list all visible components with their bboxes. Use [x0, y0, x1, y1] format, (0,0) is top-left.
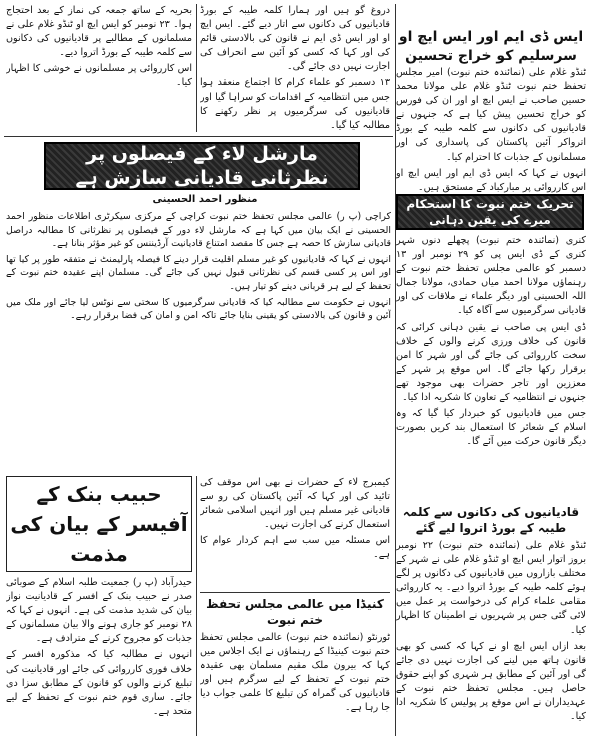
section-divider: [200, 592, 390, 593]
middle-subsection: [200, 596, 390, 736]
paragraph: اس کارروائی پر مسلمانوں نے خوشی کا اظہار کیا۔: [6, 63, 192, 89]
paragraph: اس مسئلہ میں سب سے اہم کردار عوام کا ہے۔: [200, 535, 390, 561]
right-column-bottom: [396, 504, 586, 736]
feature-continuation: [200, 476, 390, 563]
right-article-body: [396, 66, 586, 195]
paragraph: ڈی ایس پی صاحب نے یقین دہانی کرائی کہ قانون کی خلاف ورزی کرنے والوں کے خلاف سخت کارروائی کی جائے گی اور شہر کا امن برقرار رکھا جائے گا۔ اس موقع پر شہر کے معززین اور تاجر حضرات بھی موجود تھے جنہوں نے انتظامیہ کے تعاون کا شکریہ ادا کیا۔: [396, 321, 586, 404]
paragraph: ٹنڈو غلام علی (نمائندہ ختم نبوت) ۲۲ نومبر بروز اتوار ایس ایچ او ٹنڈو غلام علی نے شہر کے مختلف بازاروں میں قادیانیوں کی دکانوں پر لگے ہوئے کلمہ طیبہ کے بورڈ اتروا دیے۔ یہ کارروائی مقامی علماء کرام کی درخواست پر عمل میں لائی گئی جس پر شہریوں نے اطمینان کا اظہار کیا۔: [396, 540, 586, 636]
paragraph: انہوں نے کہا کہ قادیانیوں کو غیر مسلم اقلیت قرار دینے کا فیصلہ پارلیمنٹ نے متفقہ طور پر کیا تھا اور اس پر کسی قسم کی نظرثانی قبول نہیں کی جائے گی۔ مسلمان اپنے عقیدہ ختم نبوت کے تحفظ کے لیے ہر قربانی دینے کو تیار ہیں۔: [6, 253, 391, 292]
feature-body: [6, 210, 391, 472]
right-article3-body: [396, 539, 586, 724]
left-headline: حبیب بنک کے آفیسر کے بیان کی مذمت: [10, 482, 188, 566]
left-article-body: [6, 576, 192, 719]
column-divider: [196, 476, 197, 736]
left-top-article-body: [6, 4, 192, 91]
paragraph: ۱۳ دسمبر کو علماء کرام کا اجتماع منعقد ہوا جس میں انتظامیہ کے اقدامات کو سراہا گیا اور قادیانیوں کی سرگرمیوں پر نظر رکھنے کا مطالبہ کیا گیا۔: [200, 77, 390, 131]
right-column-lower: [396, 234, 586, 502]
paragraph: کراچی (پ ر) عالمی مجلس تحفظ ختم نبوت کراچی کے مرکزی سیکرٹری اطلاعات منظور احمد الحسینی نے ایک بیان میں کہا ہے کہ مارشل لاء دور کے فیصلوں پر نظرثانی کا مطالبہ دراصل قادیانی سازش کا حصہ ہے جس کا مقصد امتناع قادیانیت آرڈیننس کو غیر مؤثر بنانا ہے۔: [6, 211, 391, 250]
feature-banner: [44, 142, 360, 190]
paragraph: کنری (نمائندہ ختم نبوت) پچھلے دنوں شہر کنری کے ڈی ایس پی کو ۲۹ نومبر اور ۱۳ دسمبر کو عالمی مجلس تحفظ ختم نبوت کے رہنماؤں مولانا احمد میاں حمادی، مولانا جمال اللہ الحسینی اور دیگر علماء نے ملاقات کی اور قادیانی سرگرمیوں سے آگاہ کیا۔: [396, 235, 586, 317]
feature-banner-title: مارشل لاء کے فیصلوں پر نظرثانی قادیانی سازش ہے: [75, 143, 329, 189]
left-column-bottom: [6, 576, 192, 736]
paragraph: کیمبرج لاء کے حضرات نے بھی اس موقف کی تائید کی اور کہا کہ آئین پاکستان کی رو سے قادیانی غیر مسلم ہیں اور انہیں اسلامی شعائر استعمال کرنے کی اجازت نہیں۔: [200, 477, 390, 531]
right-banner: [396, 194, 584, 230]
paragraph: بحریہ کے ساتھ جمعہ کی نماز کے بعد احتجاج ہوا۔ ۲۳ نومبر کو ایس ایچ او ٹنڈو غلام علی نے مسلمانوں کے مطالبے پر قادیانیوں کی دکانوں سے کلمہ طیبہ کے بورڈ اتروا دیے۔: [6, 5, 192, 59]
paragraph: انہوں نے حکومت سے مطالبہ کیا کہ قادیانی سرگرمیوں کا سختی سے نوٹس لیا جائے اور ملک میں آئین و قانون کی بالادستی کو یقینی بنایا جائے تاکہ امن و امان کی فضا برقرار رہے۔: [6, 296, 391, 322]
paragraph: جس میں قادیانیوں کو خبردار کیا گیا کہ وہ اسلام کے شعائر کا استعمال بند کریں بصورت دیگر قانون حرکت میں آئے گا۔: [396, 408, 586, 448]
right-banner-title: تحریک ختم نبوت کا استحکام میرے کی یقین دہانی: [406, 197, 574, 227]
right-subhead: قادیانیوں کی دکانوں سے کلمہ طیبہ کے بورڈ اتروا لیے گئے: [402, 505, 580, 535]
feature-byline: منظور احمد الحسینی: [152, 194, 258, 205]
paragraph: حیدرآباد (پ ر) جمعیت طلبہ اسلام کے صوبائی صدر نے حبیب بنک کے افسر کے قادیانیت نواز بیان کی شدید مذمت کی ہے۔ انہوں نے کہا کہ ۲۸ نومبر کو جاری ہونے والا بیان مسلمانوں کے جذبات کو مجروح کرنے کے مترادف ہے۔: [6, 577, 192, 645]
middle-subhead: کنیڈا میں عالمی مجلس تحفظ ختم نبوت: [206, 597, 384, 627]
middle-sub-body: [200, 631, 390, 716]
paragraph: ٹنڈو غلام علی (نمائندہ ختم نبوت) امیر مجلس تحفظ ختم نبوت ٹنڈو غلام علی مولانا محمد حسین صاحب نے ایس ایچ او اور ان کی فورس کو خراج تحسین پیش کیا ہے کہ جنہوں نے قادیانیوں کی دکانوں سے کلمہ طیبہ کے بورڈ اترواکر آئین پاکستان کی پاسداری کی اور مسلمانوں کے جذبات کا احترام کیا۔: [396, 67, 586, 163]
section-divider: [4, 136, 393, 137]
middle-column-bottom: [200, 476, 390, 590]
middle-column-top: [200, 4, 390, 134]
paragraph: بعد ازاں ایس ایچ او نے کہا کہ کسی کو بھی قانون ہاتھ میں لینے کی اجازت نہیں دی جائے گی اور آئین کے مطابق ہر شہری کو اپنے حقوق حاصل ہیں۔ مجلس تحفظ ختم نبوت کے عہدیداران نے اس موقع پر پولیس کا شکریہ ادا کیا۔: [396, 640, 586, 723]
paragraph: انہوں نے کہا کہ ایس ڈی ایم اور ایس ایچ او اس کارروائی پر مبارکباد کے مستحق ہیں۔: [396, 167, 586, 193]
left-headline-box: [6, 476, 192, 572]
paragraph: دروغ گو ہیں اور ہمارا کلمہ طیبہ کے بورڈ قادیانیوں کی دکانوں سے اتار دیے گئے۔ ایس ایچ او اور ایس ڈی ایم نے قانون کی بالادستی قائم کی اور کہا کہ کسی کو آئین سے انحراف کی اجازت نہیں دی جائے گی۔: [200, 5, 390, 73]
feature-article-body: [6, 210, 391, 323]
column-divider: [196, 4, 197, 132]
left-column-top: [6, 4, 192, 132]
paragraph: ٹورنٹو (نمائندہ ختم نبوت) عالمی مجلس تحفظ ختم نبوت کینیڈا کے رہنماؤں نے ایک اجلاس میں کہا کہ بیرون ملک مقیم مسلمان بھی عقیدہ ختم نبوت کے تحفظ کے لیے سرگرم ہیں اور قادیانیوں کی گمراہ کن تبلیغ کا علمی جواب دیا جا رہا ہے۔: [200, 632, 390, 714]
middle-article-body: [200, 4, 390, 133]
right-article2-body: [396, 234, 586, 449]
right-headline: ایس ڈی ایم اور ایس ایچ او سرسلیم کو خراج تحسین: [398, 29, 584, 64]
paragraph: انہوں نے مطالبہ کیا کہ مذکورہ افسر کے خلاف فوری کارروائی کی جائے اور قادیانیت کی تبلیغ کرنے والوں کو قانون کے مطابق سزا دی جائے۔ ساری قوم ختم نبوت کے تحفظ کے لیے متحد ہے۔: [6, 649, 192, 717]
column-divider: [395, 4, 396, 736]
